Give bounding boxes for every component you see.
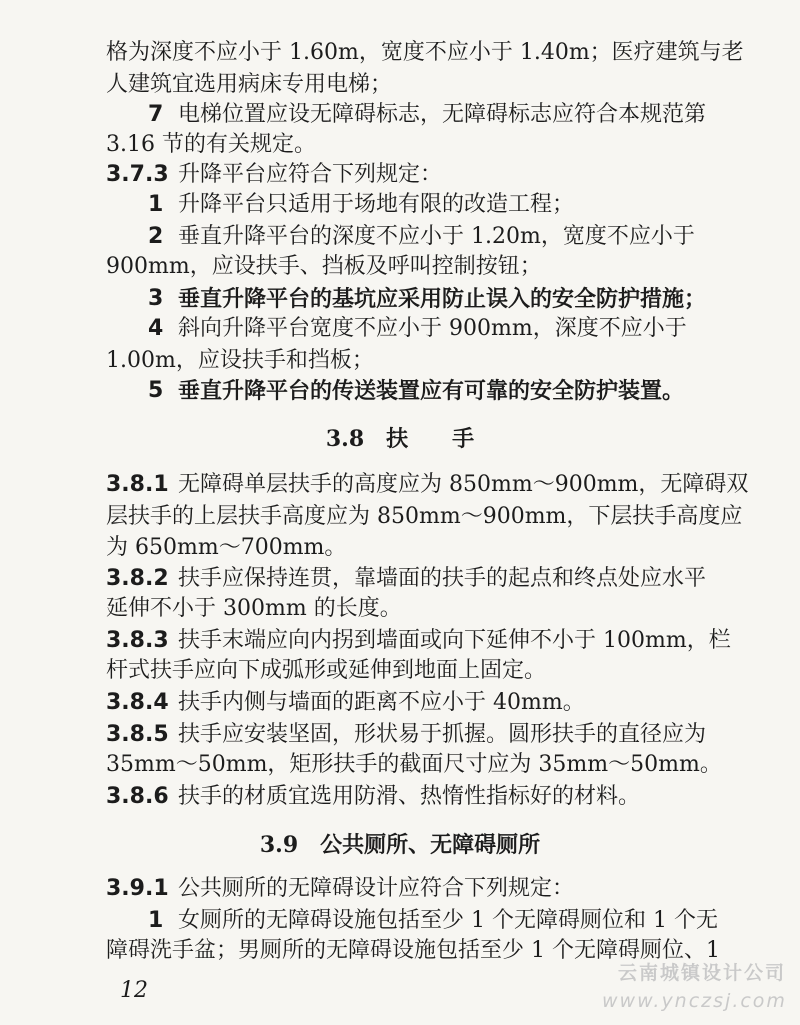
watermark-text: 云南城镇设计公司 (618, 962, 787, 984)
page-number: 12 (120, 978, 148, 1003)
document-page: 格为深度不应小于 1.60m，宽度不应小于 1.40m；医疗建筑与老 人建筑宜选用病床专用电梯； 7 电梯位置应设无障碍标志，无障碍标志应符合本规范第 3.16 节的有关规定。 3.7.3 升降平台应符合下列规定： 1 升降平台只适用于场地有限的改造工程； 2 垂直升降平台的深度不应小于 1.20m，宽度不应小于 900mm，应设扶手、挡板及呼叫控制按钮； 3 垂直升降平台的基坑应采用防止误入的安全防护措施； 4 斜向升降平台宽度不应小于 900mm，深度不应小于 1.00m，应设扶手和挡板； 5 垂直升降平台的传送装置应有可靠的安全防护装置。 3.8 扶 手 3.8.1 无障碍单层扶手的高度应为 850mm～900mm，无障碍双 层扶手的上层扶手高度应为 850mm～900mm，下层扶手高度应 为 650mm～700mm。 3.8.2 扶手应保持连贯，靠墙面的扶手的起点和终点处应水平 延伸不小于 300mm 的长度。 3.8.3 扶手末端应向内拐到墙面或向下延伸不小于 100mm，栏 杆式扶手应向下成弧形或延伸到地面上固定。 3.8.4 扶手内侧与墙面的距离不应小于 40mm。 3.8.5 扶手应安装坚固，形状易于抓握。圆形扶手的直径应为 35mm～50mm，矩形扶手的截面尺寸应为 35mm～50mm。 3.8.6 扶手的材质宜选用防滑、热惰性指标好的材料。 3.9 公共厕所、无障碍厕所 3.9.1 公共厕所的无障碍设计应符合下列规定： 1 女厕所的无障碍设施包括至少 1 个无障碍厕位和 1 个无 障碍洗手盆；男厕所的无障碍设施包括至少 1 个无障碍厕位、1 12 云南城镇设计公司 www.ynczsj.com (0, 0, 800, 1025)
section-heading-3-8: 3.8 扶 手 (325, 426, 475, 452)
section-heading-3-9: 3.9 公共厕所、无障碍厕所 (259, 832, 541, 858)
watermark-url: www.ynczsj.com (602, 990, 787, 1012)
